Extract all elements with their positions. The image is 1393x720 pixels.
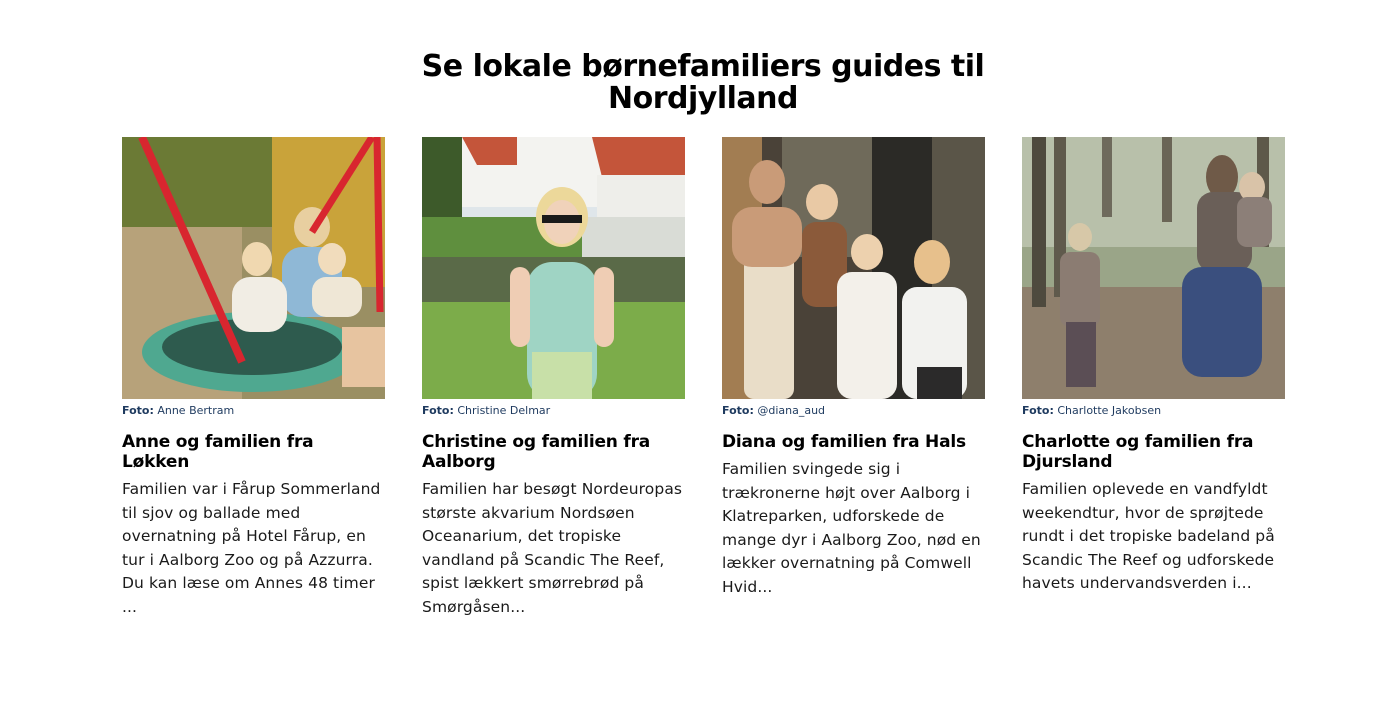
- card-title[interactable]: Charlotte og familien fra Djursland: [1022, 432, 1254, 472]
- photo-credit-label: Foto:: [122, 404, 154, 417]
- photo-credit: [722, 404, 985, 418]
- card-excerpt: Familien oplevede en vandfyldt weekendtur, hvor de sprøjtede rundt i det tropiske badeland på Scandic The Reef og udforskede havets undervandsverden i...: [1022, 480, 1275, 592]
- card-excerpt: Familien var i Fårup Sommerland til sjov og ballade med overnatning på Hotel Fårup, en tur i Aalborg Zoo og på Azzurra. Du kan læse om Annes 48 timer ...: [122, 480, 381, 616]
- photo-credit-label: Foto:: [422, 404, 454, 417]
- photo-credit-label: Foto:: [722, 404, 754, 417]
- card-photo[interactable]: [722, 137, 985, 399]
- section-title-line-2: Nordjylland: [608, 81, 798, 116]
- guide-card-christine[interactable]: [422, 137, 685, 619]
- photo-credit-name: @diana_aud: [757, 404, 826, 417]
- card-excerpt: Familien svingede sig i trækronerne højt over Aalborg i Klatreparken, udforskede de mange dyr i Aalborg Zoo, nød en lækker overnatning på Comwell Hvid...: [722, 460, 981, 596]
- card-title[interactable]: Christine og familien fra Aalborg: [422, 432, 651, 472]
- section-title-line-1: Se lokale børnefamiliers guides til: [421, 49, 985, 84]
- guide-card-charlotte[interactable]: [1022, 137, 1285, 619]
- photo-credit-name: Christine Delmar: [457, 404, 551, 417]
- guide-card-anne[interactable]: [122, 137, 385, 619]
- card-title[interactable]: Diana og familien fra Hals: [722, 432, 966, 452]
- guide-card-diana[interactable]: [722, 137, 985, 619]
- card-photo[interactable]: [122, 137, 385, 399]
- card-excerpt: Familien har besøgt Nordeuropas største akvarium Nordsøen Oceanarium, det tropiske vandland på Scandic The Reef, spist lækkert smørrebrød på Smørgåsen...: [422, 480, 683, 616]
- photo-credit: [122, 404, 385, 418]
- photo-credit-label: Foto:: [1022, 404, 1054, 417]
- photo-credit: [422, 404, 685, 418]
- guide-cards: [122, 137, 1285, 619]
- photo-credit: [1022, 404, 1285, 418]
- card-photo[interactable]: [1022, 137, 1285, 399]
- section-title: [0, 51, 1393, 115]
- card-photo[interactable]: [422, 137, 685, 399]
- photo-credit-name: Charlotte Jakobsen: [1057, 404, 1162, 417]
- card-title[interactable]: Anne og familien fra Løkken: [122, 432, 314, 472]
- photo-credit-name: Anne Bertram: [157, 404, 235, 417]
